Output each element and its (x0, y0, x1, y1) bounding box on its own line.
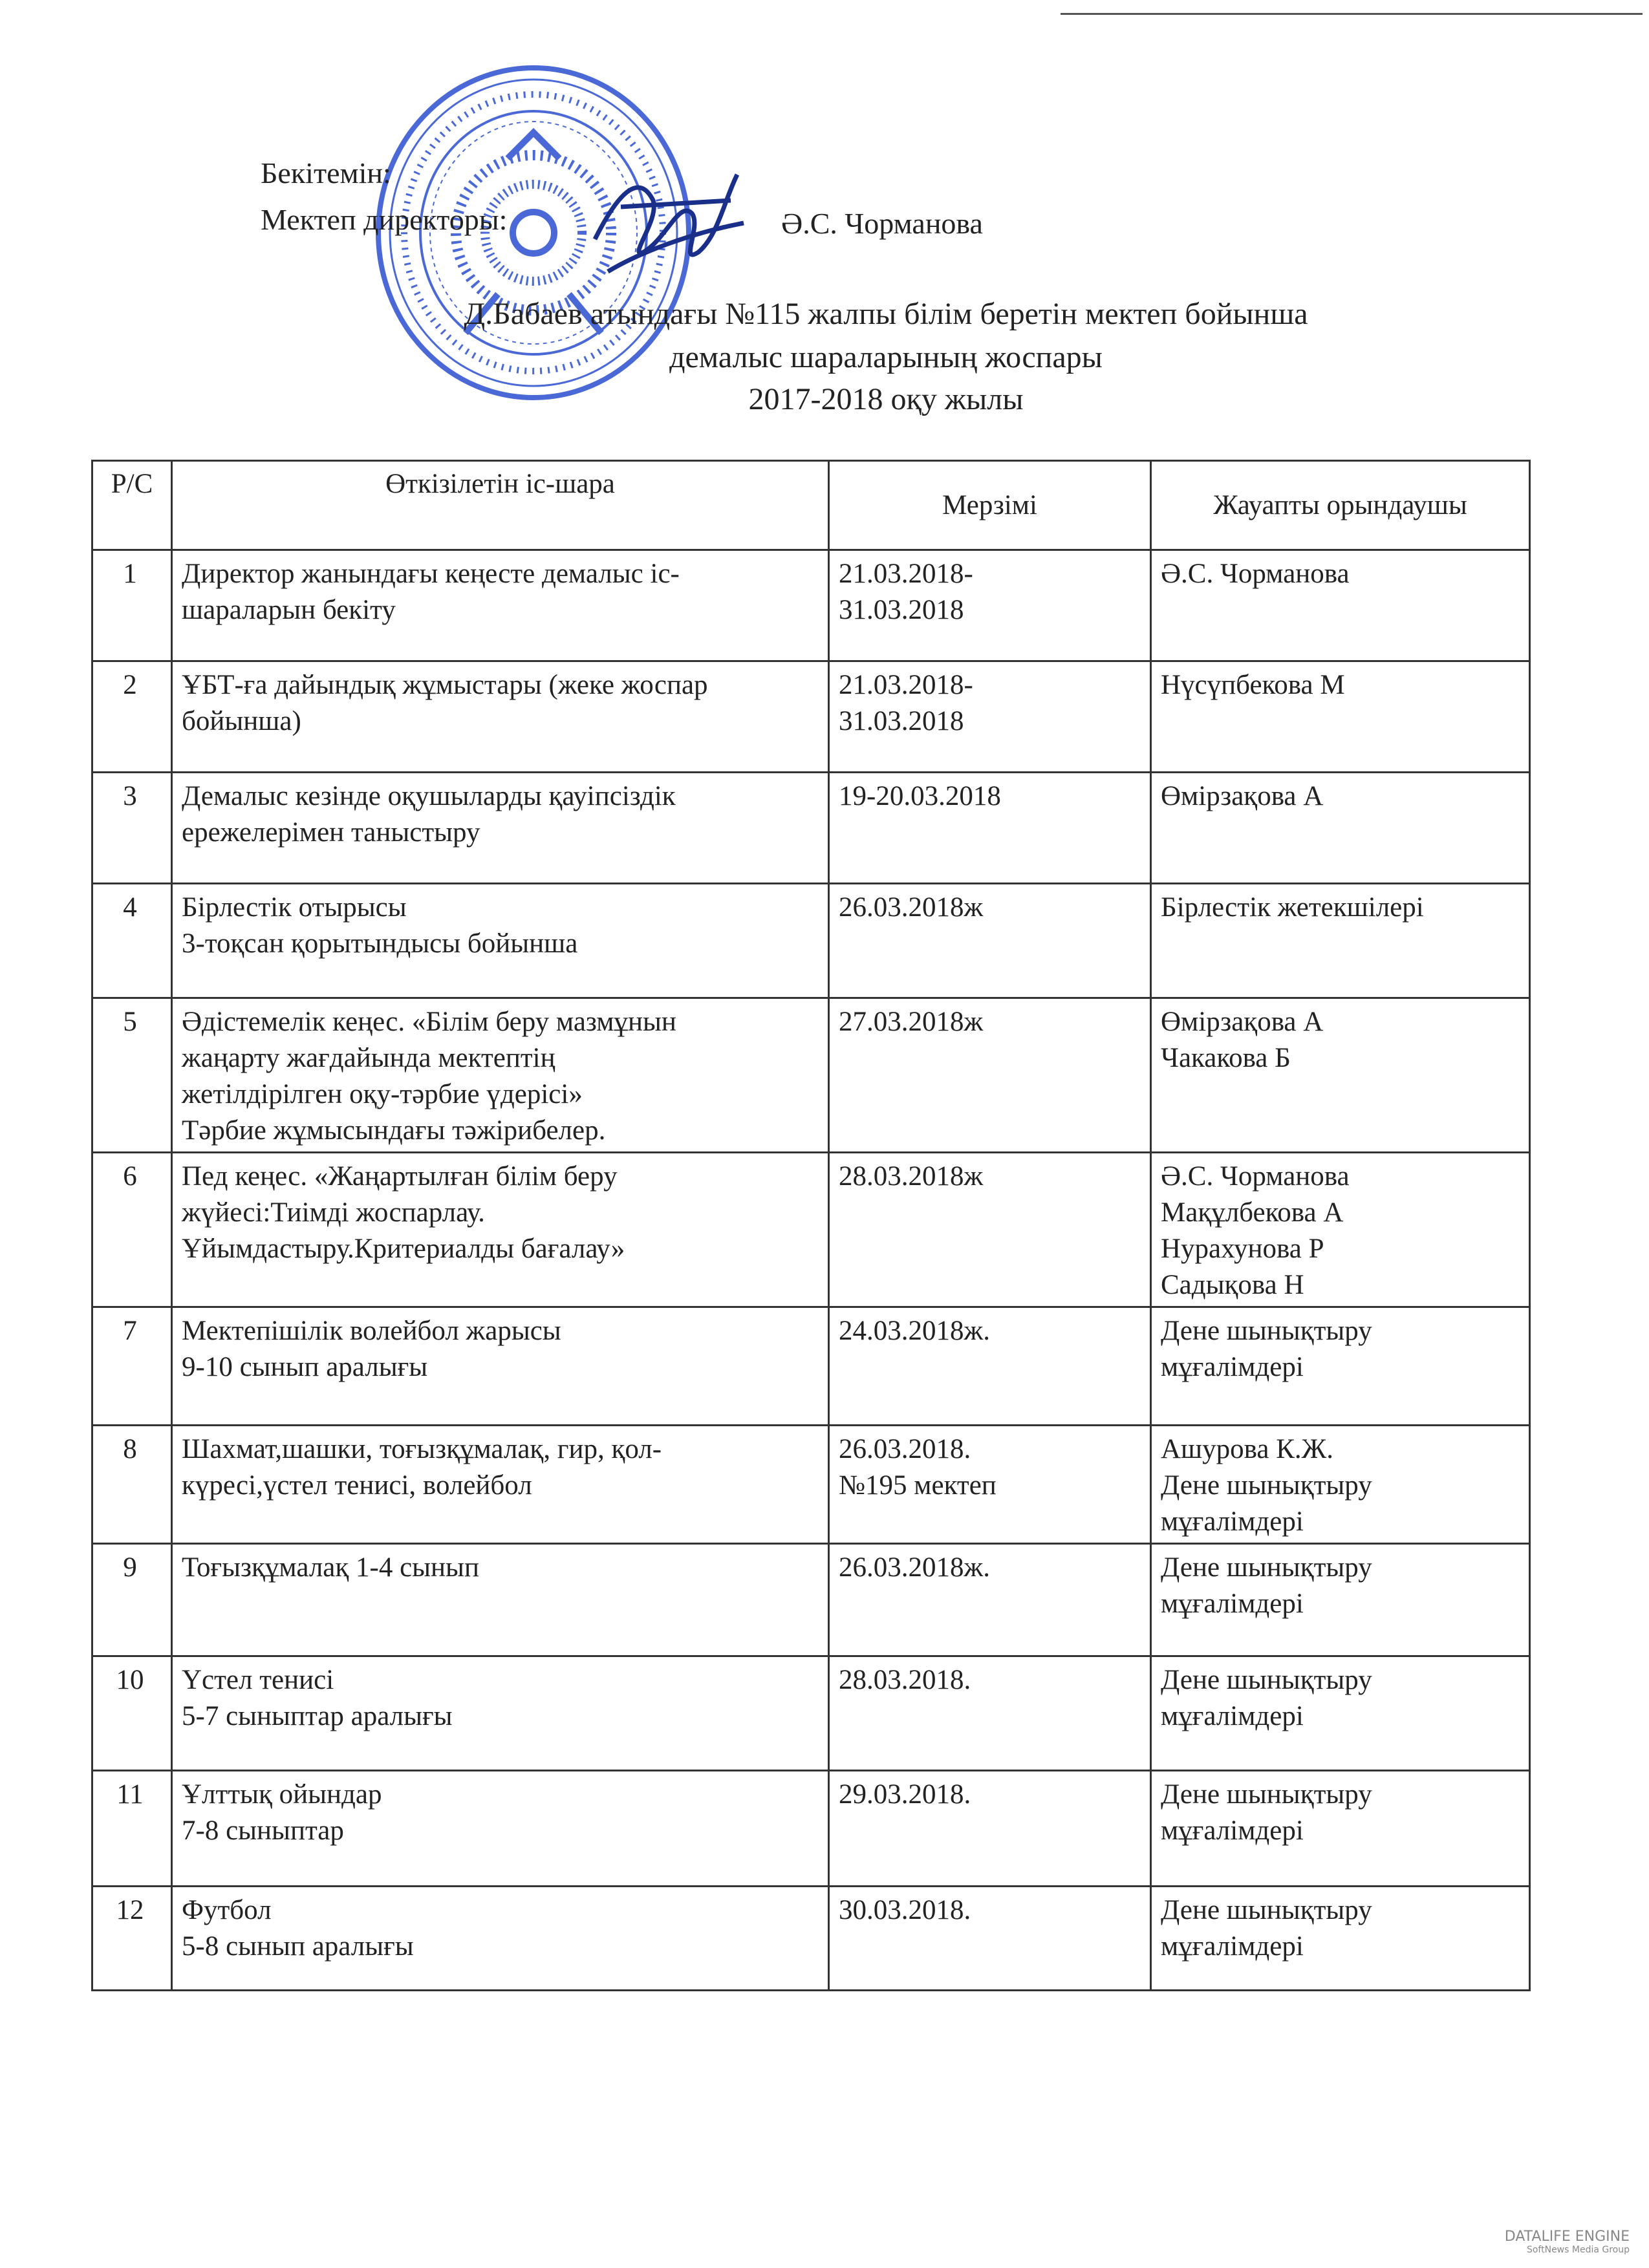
row-number: 5 (92, 998, 172, 1153)
table-row (92, 1307, 1530, 1426)
row-responsible: Дене шынықтыру мұғалімдері (1151, 1544, 1530, 1656)
scan-edge-line (1061, 13, 1643, 15)
row-event: Директор жанындағы кеңесте демалыс іс- шараларын бекіту (172, 550, 829, 661)
row-responsible: Дене шынықтыру мұғалімдері (1151, 1887, 1530, 1991)
row-event: Тоғызқұмалақ 1-4 сынып (172, 1544, 829, 1656)
table-row (92, 1771, 1530, 1887)
row-event: Шахмат,шашки, тоғызқұмалақ, гир, қол- күресі,үстел тенисі, волейбол (172, 1426, 829, 1544)
table-row (92, 1153, 1530, 1307)
row-event: Әдістемелік кеңес. «Білім беру мазмұнын жаңарту жағдайында мектептің жетілдірілген оқу-тәрбие үдерісі» Тәрбие жұмысындағы тәжірибелер. (172, 998, 829, 1153)
row-number: 9 (92, 1544, 172, 1656)
row-event: Ұлттық ойындар 7-8 сыныптар (172, 1771, 829, 1887)
row-responsible: Өмірзақова А (1151, 773, 1530, 884)
table-row (92, 773, 1530, 884)
table-row (92, 661, 1530, 773)
row-date: 28.03.2018. (829, 1656, 1151, 1771)
watermark-logo (1505, 2229, 1630, 2255)
table-row (92, 1544, 1530, 1656)
row-date: 24.03.2018ж. (829, 1307, 1151, 1426)
row-number: 3 (92, 773, 172, 884)
row-event: Үстел тенисі 5-7 сыныптар аралығы (172, 1656, 829, 1771)
row-responsible: Ашурова К.Ж. Дене шынықтыру мұғалімдері (1151, 1426, 1530, 1544)
row-date: 27.03.2018ж (829, 998, 1151, 1153)
table-row (92, 998, 1530, 1153)
table-row (92, 884, 1530, 998)
row-date: 26.03.2018. №195 мектеп (829, 1426, 1151, 1544)
row-number: 4 (92, 884, 172, 998)
row-date: 26.03.2018ж (829, 884, 1151, 998)
row-number: 11 (92, 1771, 172, 1887)
row-number: 2 (92, 661, 172, 773)
row-responsible: Бірлестік жетекшілері (1151, 884, 1530, 998)
row-event: Футбол 5-8 сынып аралығы (172, 1887, 829, 1991)
table-row (92, 1656, 1530, 1771)
row-number: 10 (92, 1656, 172, 1771)
row-responsible: Дене шынықтыру мұғалімдері (1151, 1656, 1530, 1771)
row-number: 12 (92, 1887, 172, 1991)
row-number: 8 (92, 1426, 172, 1544)
events-plan-table (91, 460, 1531, 1991)
row-date: 28.03.2018ж (829, 1153, 1151, 1307)
watermark-line1: DATALIFE ENGINE (1504, 2229, 1630, 2245)
row-number: 6 (92, 1153, 172, 1307)
row-date: 30.03.2018. (829, 1887, 1151, 1991)
row-event: ҰБТ-ға дайындық жұмыстары (жеке жоспар бойынша) (172, 661, 829, 773)
table-row (92, 1887, 1530, 1991)
row-date: 21.03.2018- 31.03.2018 (829, 661, 1151, 773)
director-name: Ә.С. Чорманова (781, 207, 983, 240)
row-event: Бірлестік отырысы 3-тоқсан қорытындысы бойынша (172, 884, 829, 998)
row-date: 19-20.03.2018 (829, 773, 1151, 884)
table-row (92, 550, 1530, 661)
row-date: 21.03.2018- 31.03.2018 (829, 550, 1151, 661)
row-responsible: Ә.С. Чорманова (1151, 550, 1530, 661)
doc-title-line1: Д.Бабаев атындағы №115 жалпы білім беретін мектеп бойынша (464, 297, 1308, 331)
approve-label: Бекітемін: (261, 156, 391, 189)
director-signature (582, 162, 750, 284)
row-date: 29.03.2018. (829, 1771, 1151, 1887)
row-responsible: Дене шынықтыру мұғалімдері (1151, 1771, 1530, 1887)
header-event: Өткізілетін іс-шара (172, 461, 829, 550)
row-event: Мектепішілік волейбол жарысы 9-10 сынып аралығы (172, 1307, 829, 1426)
row-event: Пед кеңес. «Жаңартылған білім беру жүйесі:Тиімді жоспарлау. Ұйымдастыру.Критериалды бағалау» (172, 1153, 829, 1307)
row-responsible: Дене шынықтыру мұғалімдері (1151, 1307, 1530, 1426)
header-date: Мерзімі (829, 461, 1151, 550)
doc-title-line2: демалыс шараларының жоспары (669, 340, 1103, 374)
watermark-line2: SoftNews Media Group (1526, 2245, 1630, 2255)
table-header-row (92, 461, 1530, 550)
row-responsible: Нүсүпбекова М (1151, 661, 1530, 773)
doc-title-line3: 2017-2018 оқу жылы (748, 382, 1024, 416)
row-number: 1 (92, 550, 172, 661)
director-label: Мектеп директоры: (261, 203, 508, 236)
header-number: Р/С (92, 461, 172, 550)
header-responsible: Жауапты орындаушы (1151, 461, 1530, 550)
table-row (92, 1426, 1530, 1544)
row-responsible: Өмірзақова А Чакакова Б (1151, 998, 1530, 1153)
row-responsible: Ә.С. Чорманова Мақұлбекова А Нурахунова Р Садықова Н (1151, 1153, 1530, 1307)
row-event: Демалыс кезінде оқушыларды қауіпсіздік ережелерімен таныстыру (172, 773, 829, 884)
row-date: 26.03.2018ж. (829, 1544, 1151, 1656)
row-number: 7 (92, 1307, 172, 1426)
